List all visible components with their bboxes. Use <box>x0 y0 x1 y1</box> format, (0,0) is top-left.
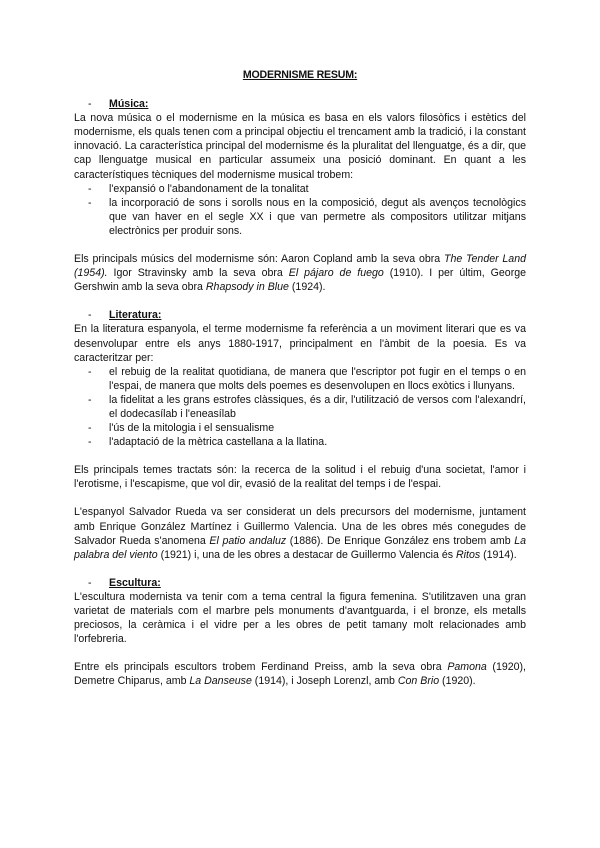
list-item <box>74 435 526 449</box>
text-run: (1920). <box>439 675 476 688</box>
heading-bullet: - <box>88 576 92 589</box>
work-title: El pájaro de fuego <box>288 267 384 280</box>
heading-text: Literatura: <box>109 309 162 322</box>
list-item-text: l'ús de la mitologia i el sensualisme <box>109 422 275 435</box>
section-heading-literatura <box>88 308 526 322</box>
text-run: L'espanyol Salvador Rueda va ser considerat un dels precursors del modernisme, juntament amb Enrique González Martínez i Guillermo Valencia. Una de les obres més conegudes de Salvador Rueda s'anomena <box>74 506 526 547</box>
work-title: The Tender Land (1954). <box>74 253 526 280</box>
list-bullet: - <box>88 365 92 378</box>
list-bullet: - <box>88 422 92 435</box>
musica-musicians-paragraph <box>74 252 526 294</box>
list-bullet: - <box>88 196 92 209</box>
work-title: Rhapsody in Blue <box>205 281 289 294</box>
work-title: Ritos <box>456 548 481 561</box>
list-item-text: l'expansió o l'abandonament de la tonalitat <box>109 182 309 195</box>
heading-bullet: - <box>88 98 92 111</box>
text-run: (1924). <box>288 281 326 294</box>
work-title: Pamona <box>447 661 487 674</box>
literatura-intro: En la literatura espanyola, el terme modernisme fa referència a un moviment literari que es va desenvolupar entre els anys 1880-1917, principalment en l'àmbit de la poesia. Es va caracteritzar per: <box>74 323 526 364</box>
list-item-text: la incorporació de sons i sorolls nous en la composició, degut als avenços tecnològics que van haver en el segle XX i que van permetre als compositors utilitzar mitjans electrònics per produir sons. <box>109 196 526 237</box>
list-item <box>74 393 526 421</box>
literatura-list <box>74 365 526 450</box>
text-run: (1886). De Enrique González ens trobem amb <box>286 534 515 547</box>
work-title: El patio andaluz <box>209 534 287 547</box>
text-run: Els principals músics del modernisme són: Aaron Copland amb la seva obra <box>74 253 444 266</box>
literatura-themes-paragraph: Els principals temes tractats són: la recerca de la solitud i el rebuig d'una societat, l'amor i l'erotisme, i l'escapisme, que vol dir, evasió de la realitat del temps i de l'espai. <box>74 464 526 491</box>
list-item-text: el rebuig de la realitat quotidiana, de manera que l'escriptor pot fugir en el temps o en l'espai, de manera que molts dels poemes es desenvolupen en llocs exòtics i llunyans. <box>109 365 526 392</box>
list-item-text: la fidelitat a les grans estrofes clàssiques, és a dir, l'utilització de versos com l'alexandrí, el dodecasílab i l'eneasílab <box>109 393 526 420</box>
list-bullet: - <box>88 393 92 406</box>
text-run: (1910). I per últim, George Gershwin amb la seva obra <box>74 267 527 294</box>
list-item-text: l'adaptació de la mètrica castellana a la llatina. <box>109 436 328 449</box>
escultura-sculptors-paragraph <box>74 660 526 688</box>
heading-text: Escultura: <box>109 576 161 589</box>
work-title: Con Brio <box>397 675 440 688</box>
list-item <box>74 421 526 435</box>
list-bullet: - <box>88 436 92 449</box>
work-title: La palabra del viento <box>74 534 527 561</box>
musica-list <box>74 182 526 238</box>
escultura-intro: L'escultura modernista va tenir com a tema central la figura femenina. S'utilitzaven una gran varietat de materials com el marbre pels monuments d'avantguarda, i el bronze, els metalls preciosos, la ceràmica i el vidre per a les obres de petit tamany molt relacionades amb l'orfebreria. <box>74 590 526 646</box>
text-run: Igor Stravinsky amb la seva obra <box>107 267 289 280</box>
text-run: (1920), Demetre Chiparus, amb <box>74 661 526 688</box>
work-title: La Danseuse <box>189 675 252 688</box>
text-run: (1914), i Joseph Lorenzl, amb <box>251 675 398 688</box>
text-run: Entre els principals escultors trobem Ferdinand Preiss, amb la seva obra <box>74 661 448 674</box>
text-run: (1921) i, una de les obres a destacar de Guillermo Valencia és <box>157 548 456 561</box>
heading-text: Música: <box>109 98 149 111</box>
document-title: MODERNISME RESUM: <box>242 69 358 81</box>
section-heading-musica <box>88 97 526 111</box>
document-page <box>74 68 526 688</box>
list-bullet: - <box>88 182 92 195</box>
musica-intro: La nova música o el modernisme en la música es basa en els valors filosòfics i estètics del modernisme, els quals tenen com a principal objectiu el trencament amb la tradició, i la constant innovació. La característica principal del modernisme és la pluralitat del llenguatge, és a dir, que cap llenguatge musical en particular assumeix una posició dominant. En quant a les característiques tècniques del modernisme musical trobem: <box>74 112 526 181</box>
section-heading-escultura <box>88 576 526 590</box>
list-item <box>74 196 526 238</box>
heading-bullet: - <box>88 309 92 322</box>
list-item <box>74 365 526 393</box>
literatura-rueda-paragraph <box>74 505 526 561</box>
text-run: (1914). <box>480 548 517 561</box>
list-item <box>74 182 526 196</box>
